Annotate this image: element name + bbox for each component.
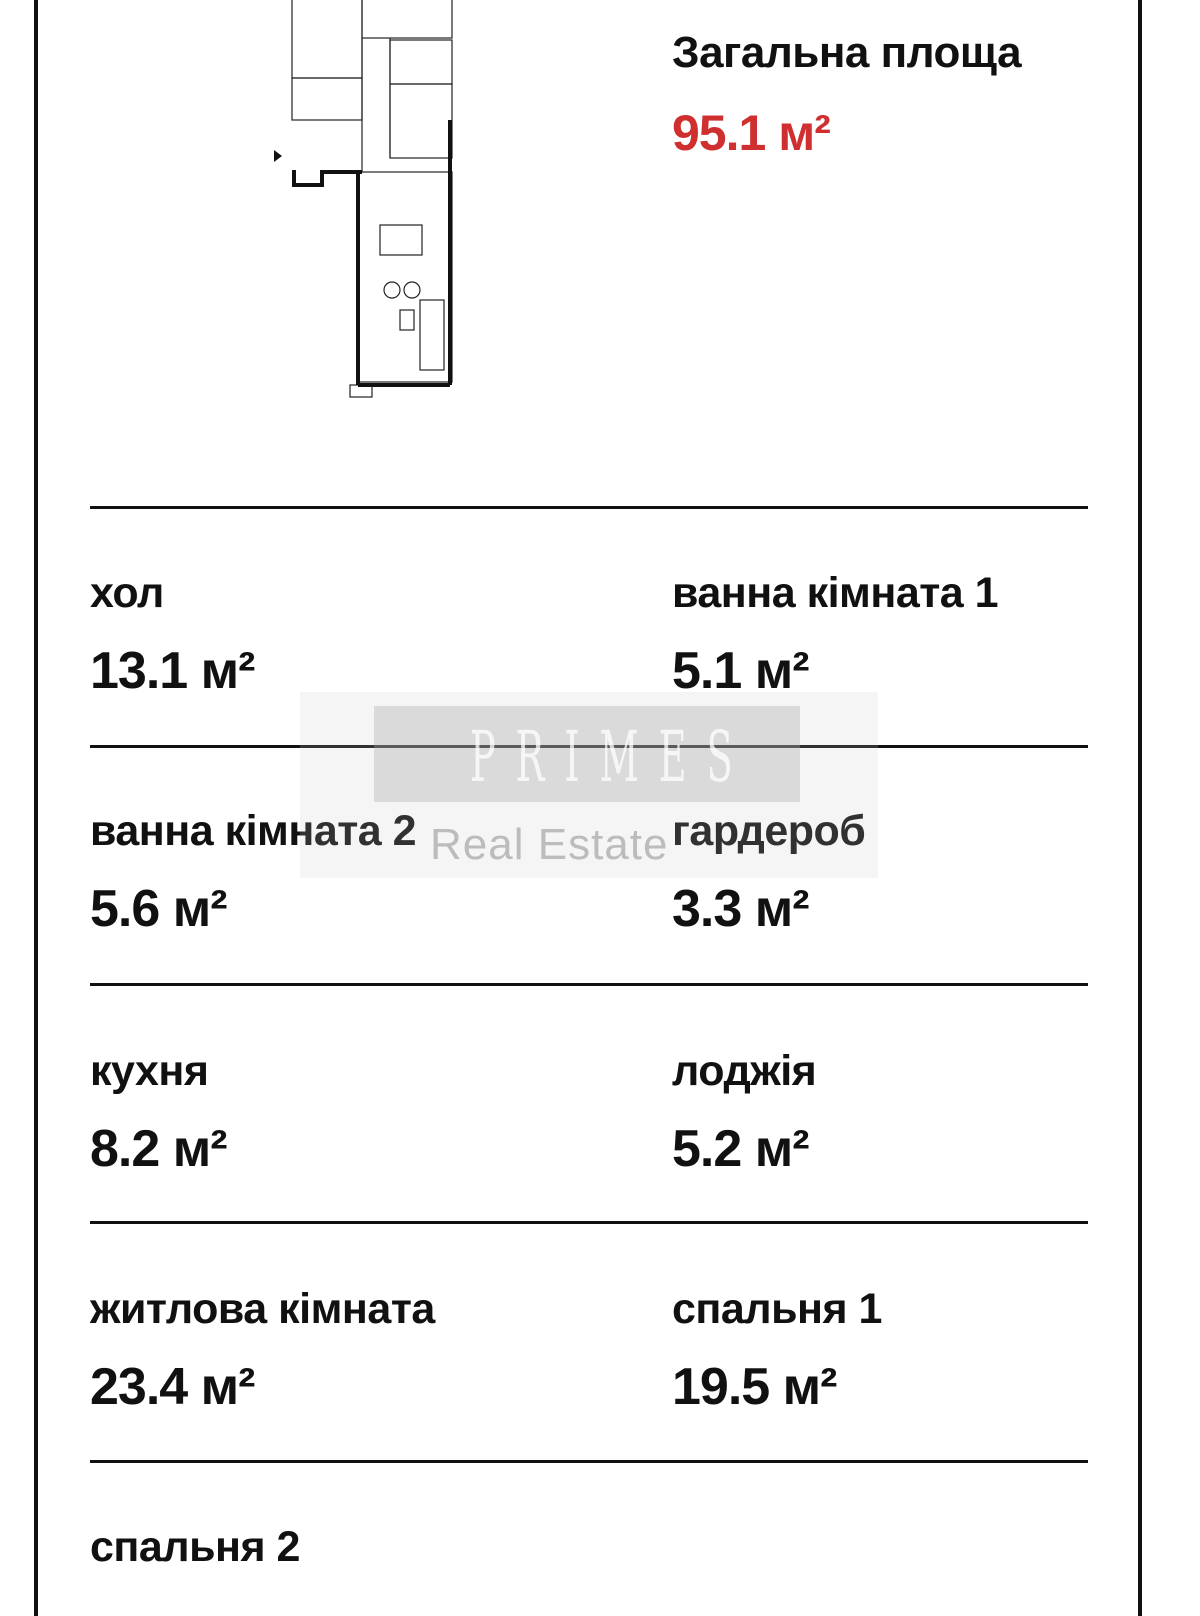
entrance-arrow-icon <box>274 150 282 162</box>
room-loggia <box>672 1047 817 1178</box>
room-area: 23.4 м² <box>90 1358 255 1416</box>
room-name: спальня 2 <box>90 1523 300 1571</box>
floor-plan-image <box>262 0 472 410</box>
divider <box>90 506 1088 509</box>
room-kitchen <box>90 1047 227 1178</box>
total-area-label: Загальна площа <box>672 28 1022 77</box>
room-name: спальня 1 <box>672 1285 882 1333</box>
total-area-value: 95.1 м² <box>672 105 830 161</box>
divider <box>90 1460 1088 1463</box>
room-area: 19.5 м² <box>672 1358 837 1416</box>
room-hall <box>90 569 255 700</box>
room-bedroom-2 <box>90 1523 300 1571</box>
room-name: ванна кімната 2 <box>90 807 417 855</box>
room-name: лоджія <box>672 1047 817 1095</box>
room-area: 5.2 м² <box>672 1120 809 1178</box>
room-name: хол <box>90 569 164 617</box>
room-bathroom-1 <box>672 569 999 700</box>
watermark-logo: PRIMES <box>469 716 753 798</box>
divider <box>90 983 1088 986</box>
room-bathroom-2 <box>90 807 417 938</box>
room-area: 13.1 м² <box>90 642 255 700</box>
divider <box>90 745 1088 748</box>
room-bedroom-1 <box>672 1285 882 1416</box>
room-area: 3.3 м² <box>672 880 809 938</box>
room-area: 5.1 м² <box>672 642 809 700</box>
room-wardrobe <box>672 807 866 938</box>
room-area: 5.6 м² <box>90 880 227 938</box>
room-name: кухня <box>90 1047 209 1095</box>
divider <box>90 1221 1088 1224</box>
room-living-room <box>90 1285 435 1416</box>
room-area: 8.2 м² <box>90 1120 227 1178</box>
room-name: ванна кімната 1 <box>672 569 999 617</box>
watermark-subtitle: Real Estate <box>430 820 669 869</box>
room-name: житлова кімната <box>90 1285 435 1333</box>
room-name: гардероб <box>672 807 866 855</box>
